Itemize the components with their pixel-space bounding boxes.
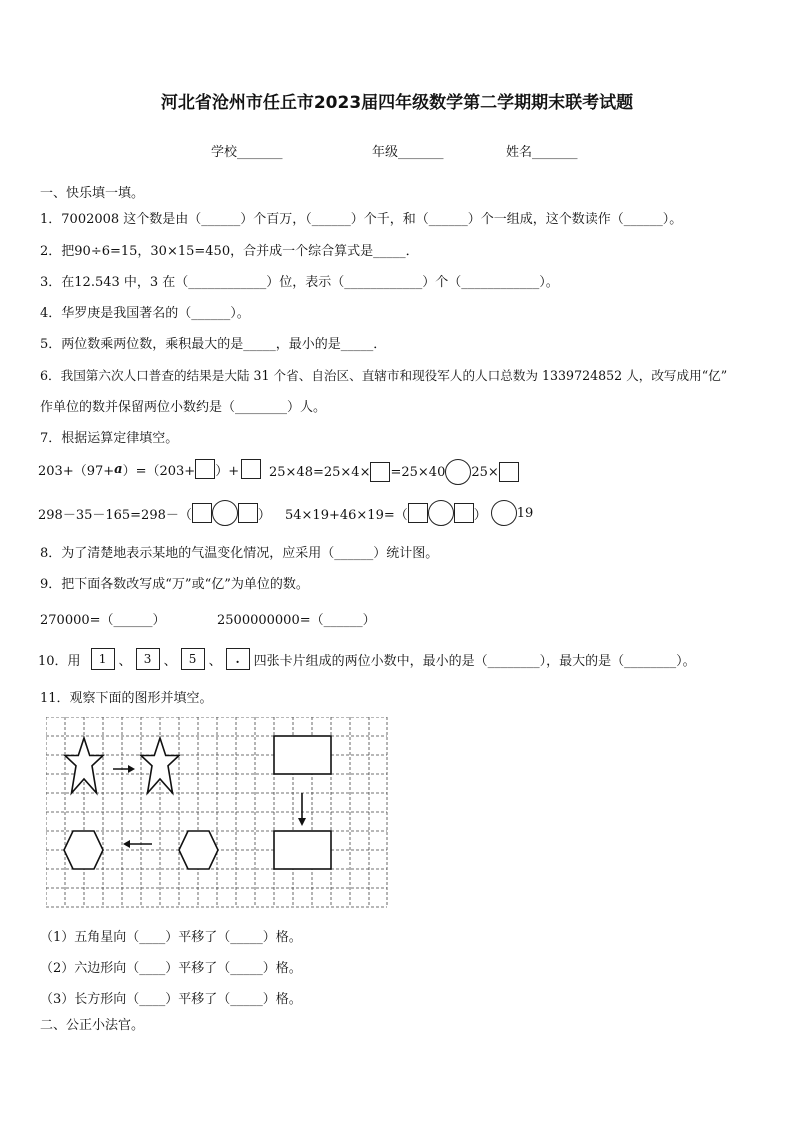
question-6-line-2: 作单位的数并保留两位小数约是（________）人。 bbox=[40, 400, 327, 415]
answer-box[interactable] bbox=[241, 459, 261, 479]
question-1: 1．7002008 这个数是由（______）个百万，（______）个千，和（______）个一组成，这个数读作（______）。 bbox=[40, 212, 683, 227]
q7r1-text-a4: ）+ bbox=[215, 463, 240, 479]
arrow-right-icon bbox=[113, 765, 135, 773]
q7r1-text-a1: 203+（97+ bbox=[38, 463, 115, 479]
grid-lines bbox=[46, 717, 387, 907]
question-2: 2．把90÷6=15，30×15=450，合并成一个综合算式是_____． bbox=[40, 244, 419, 259]
grade-field: 年级_______ bbox=[372, 145, 444, 160]
q7r1-var-a: a bbox=[114, 461, 123, 477]
question-9-part-a: 270000=（______） bbox=[40, 613, 166, 628]
q10-sep: 、 bbox=[163, 653, 177, 669]
q7r1-text-a3: ）=（203+ bbox=[122, 463, 196, 479]
number-card: 5 bbox=[181, 648, 205, 670]
answer-box[interactable] bbox=[192, 503, 212, 523]
answer-box[interactable] bbox=[408, 503, 428, 523]
q7r2-text-b2: ） bbox=[473, 507, 487, 523]
q7r1-text-b2: =25×40 bbox=[390, 464, 446, 480]
answer-box[interactable] bbox=[454, 503, 474, 523]
arrow-left-icon bbox=[123, 840, 152, 848]
q10-suffix: 四张卡片组成的两位小数中，最小的是（________），最大的是（________）。 bbox=[253, 653, 696, 669]
question-11: 11．观察下面的图形并填空。 bbox=[40, 691, 213, 706]
q7r2-text-a1: 298－35－165=298－（ bbox=[38, 507, 192, 523]
question-9: 9．把下面各数改写成“万”或“亿”为单位的数。 bbox=[40, 577, 309, 592]
answer-circle[interactable] bbox=[212, 500, 238, 526]
number-card: 3 bbox=[136, 648, 160, 670]
rectangle-moved-icon bbox=[274, 831, 331, 869]
question-7-row-2-right bbox=[285, 500, 533, 526]
page-title: 河北省沧州市任丘市2023届四年级数学第二学期期末联考试题 bbox=[160, 93, 634, 113]
question-4: 4．华罗庚是我国著名的（______）。 bbox=[40, 306, 250, 321]
answer-box[interactable] bbox=[370, 462, 390, 482]
question-9-part-b: 2500000000=（______） bbox=[217, 613, 376, 628]
question-8: 8．为了清楚地表示某地的气温变化情况，应采用（______）统计图。 bbox=[40, 546, 439, 561]
answer-circle[interactable] bbox=[428, 500, 454, 526]
section-1-heading: 一、快乐填一填。 bbox=[40, 186, 145, 201]
translation-grid-figure bbox=[46, 717, 388, 909]
question-11-part-1: （1）五角星向（____）平移了（_____）格。 bbox=[40, 930, 302, 945]
question-7: 7．根据运算定律填空。 bbox=[40, 431, 179, 446]
name-field: 姓名_______ bbox=[506, 145, 578, 160]
decimal-point-card: . bbox=[226, 648, 250, 670]
q7r2-text-a2: ） bbox=[257, 507, 271, 523]
answer-circle[interactable] bbox=[491, 500, 517, 526]
q10-prefix: 10．用 bbox=[38, 653, 81, 669]
q10-sep: 、 bbox=[118, 653, 132, 669]
hexagon-original-icon bbox=[179, 831, 218, 869]
number-card: 1 bbox=[91, 648, 115, 670]
question-6-line-1: 6．我国第六次人口普查的结果是大陆 31 个省、自治区、直辖市和现役军人的人口总数为 1339724852 人，改写成用“亿” bbox=[40, 368, 728, 383]
answer-circle[interactable] bbox=[445, 459, 471, 485]
question-7-row-2 bbox=[38, 500, 271, 526]
question-5: 5．两位数乘两位数，乘积最大的是_____，最小的是_____． bbox=[40, 337, 387, 352]
question-11-part-3: （3）长方形向（____）平移了（_____）格。 bbox=[40, 992, 302, 1007]
answer-box[interactable] bbox=[499, 462, 519, 482]
q10-sep: 、 bbox=[208, 653, 222, 669]
answer-box[interactable] bbox=[195, 459, 215, 479]
q7r2-text-b3: 19 bbox=[516, 505, 534, 521]
section-2-heading: 二、公正小法官。 bbox=[40, 1018, 145, 1033]
q7r1-text-b3: 25× bbox=[471, 464, 499, 480]
question-11-part-2: （2）六边形向（____）平移了（_____）格。 bbox=[40, 961, 302, 976]
q7r2-text-b1: 54×19+46×19=（ bbox=[285, 507, 408, 523]
question-3: 3．在12.543 中，3 在（____________）位，表示（____________）个（____________）。 bbox=[40, 275, 559, 290]
q7r1-text-b1: 25×48=25×4× bbox=[269, 464, 371, 480]
question-10 bbox=[38, 648, 696, 670]
school-field: 学校_______ bbox=[211, 145, 283, 160]
answer-box[interactable] bbox=[238, 503, 258, 523]
question-7-row-1 bbox=[38, 459, 261, 479]
hexagon-moved-icon bbox=[64, 831, 103, 869]
rectangle-original-icon bbox=[274, 736, 331, 774]
question-7-row-1-right bbox=[269, 459, 519, 485]
arrow-down-icon bbox=[298, 793, 306, 826]
